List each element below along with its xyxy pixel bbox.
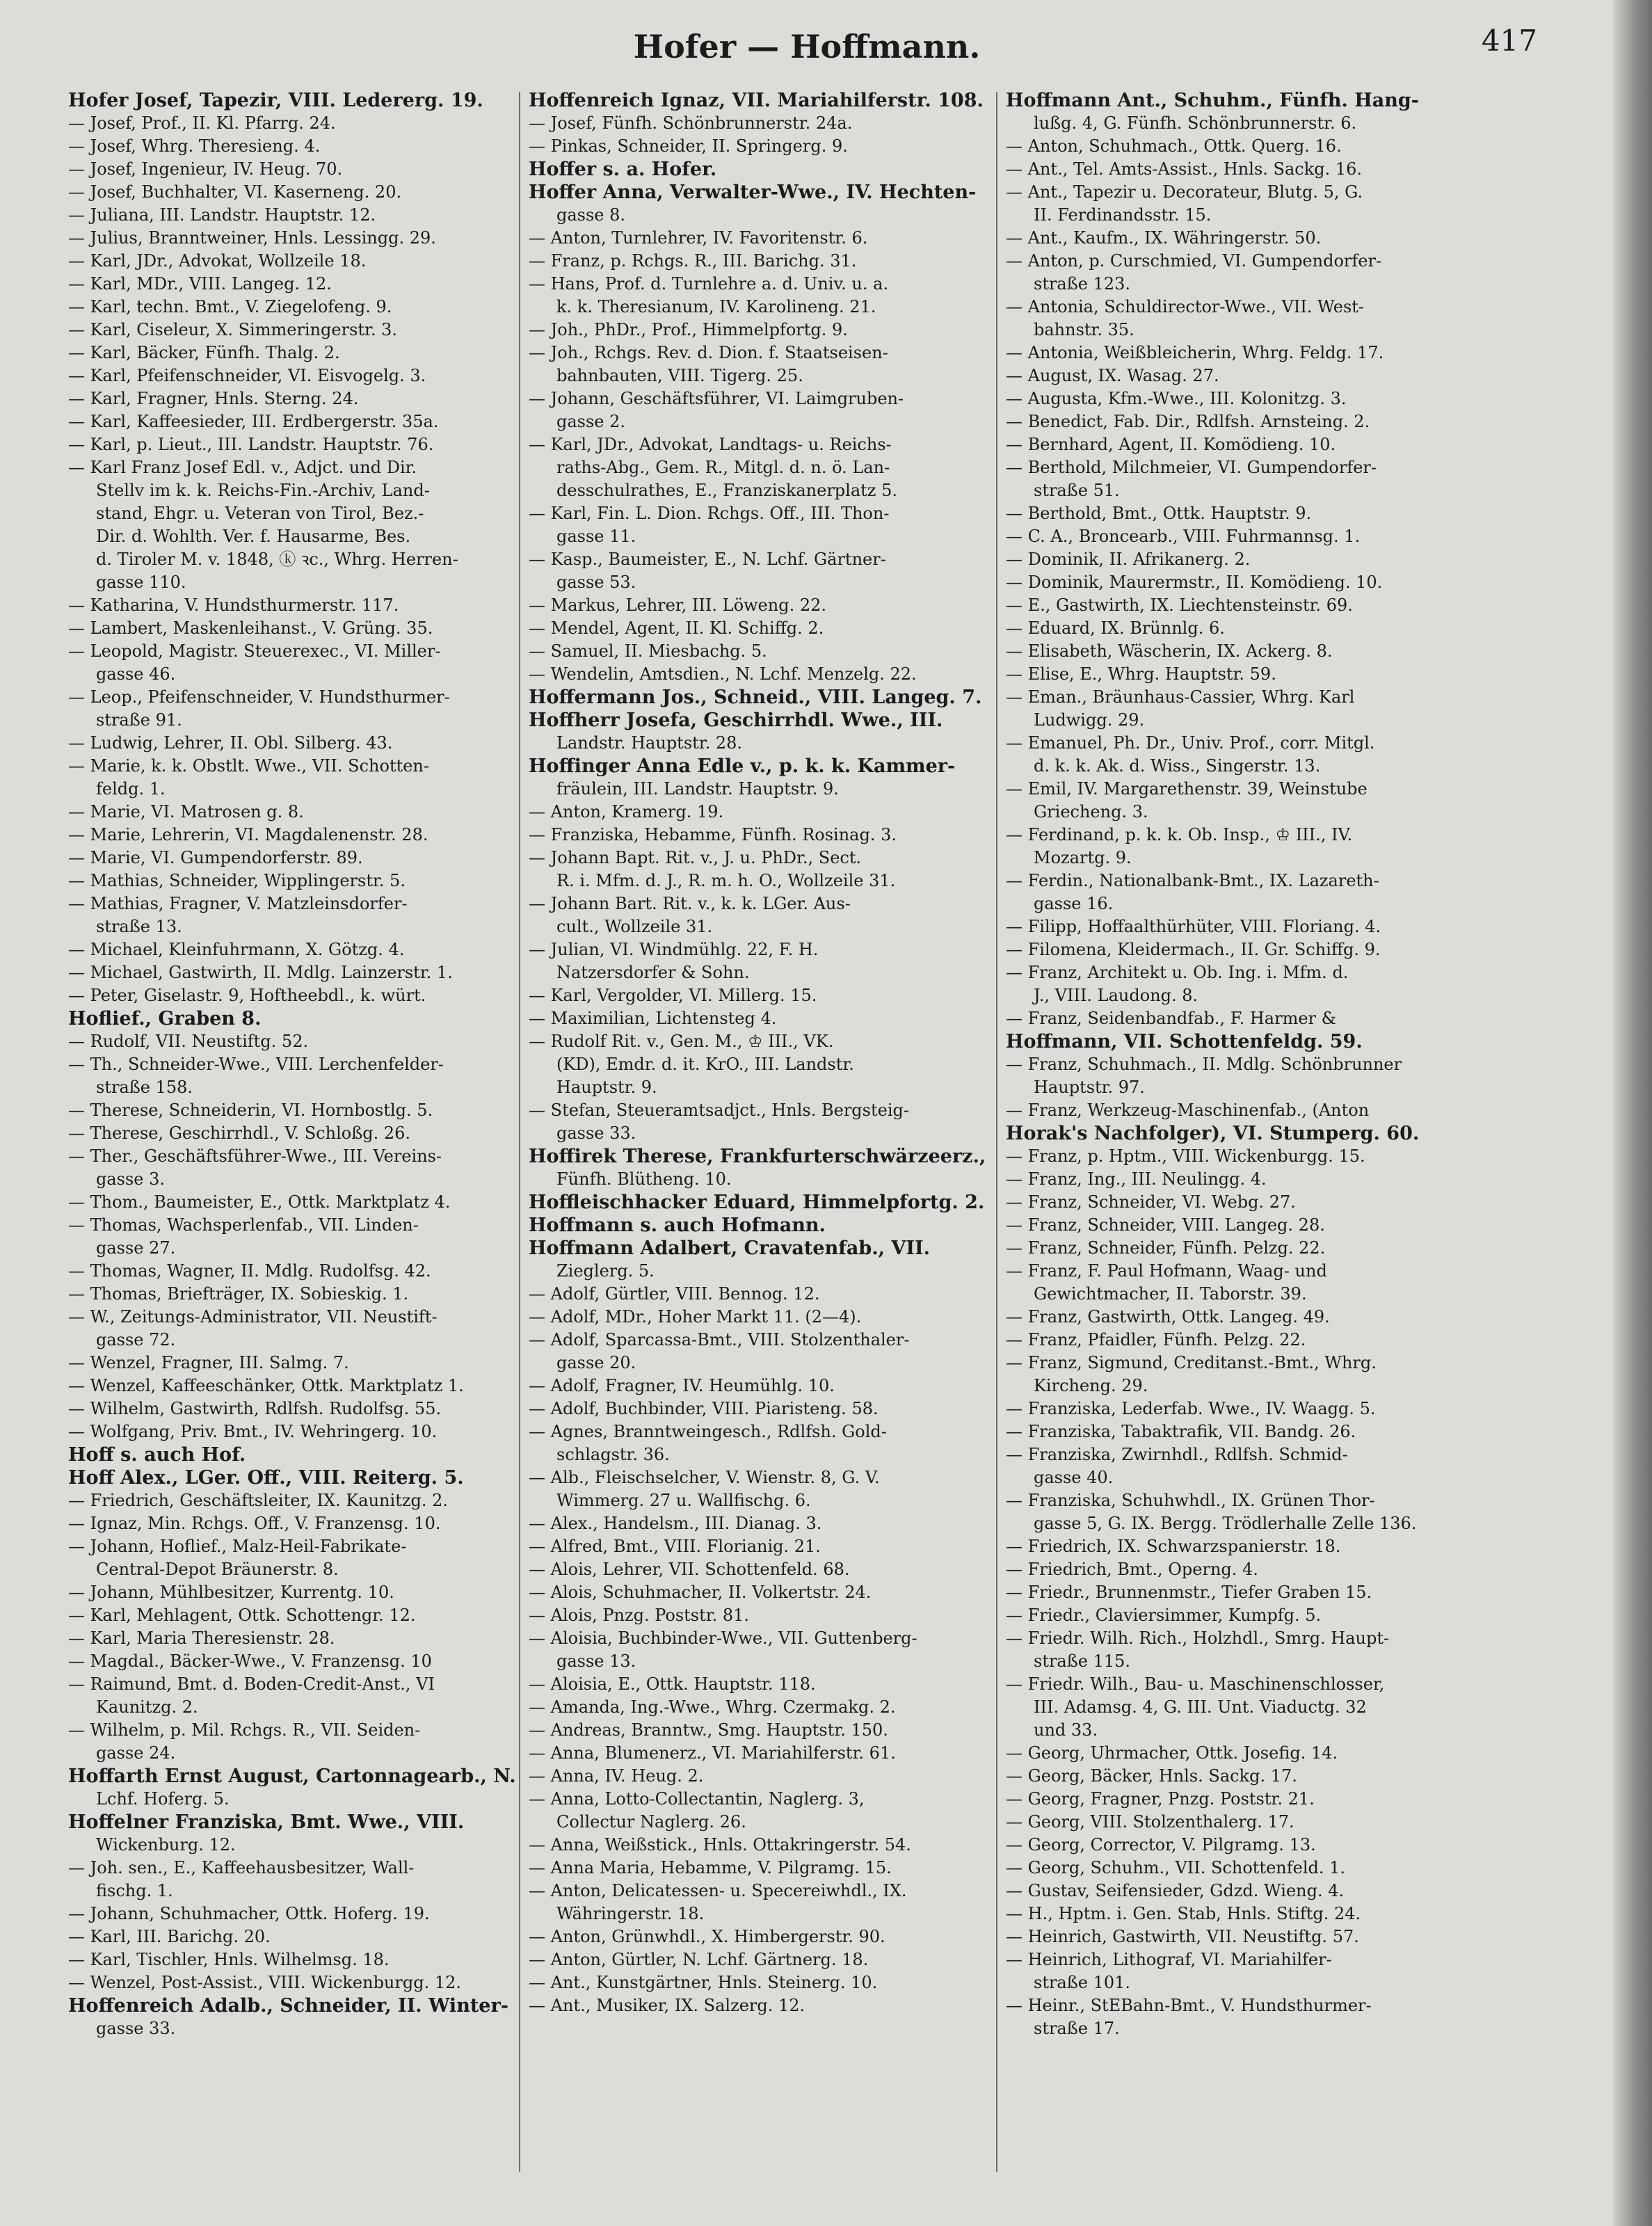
directory-entry-line: — Franz, p. Rchgs. R., III. Barichg. 31.	[529, 251, 857, 271]
directory-entry-line: — Johann, Schuhmacher, Ottk. Hoferg. 19.	[68, 1904, 430, 1923]
directory-entry-line: — Heinr., StEBahn-Bmt., V. Hundsthurmer-	[1006, 1996, 1372, 2015]
directory-entry-line: — Franz, Gastwirth, Ottk. Langeg. 49.	[1006, 1307, 1330, 1327]
directory-entry-line: — Josef, Fünfh. Schönbrunnerstr. 24a.	[529, 113, 853, 133]
directory-entry-line: lußg. 4, G. Fünfh. Schönbrunnerstr. 6.	[1034, 113, 1357, 133]
directory-entry-line: — Karl, techn. Bmt., V. Ziegelofeng. 9.	[68, 297, 392, 317]
directory-entry-line: Hoffenreich Adalb., Schneider, II. Winter-	[68, 1995, 508, 2017]
directory-entry-line: — Joh., PhDr., Prof., Himmelpfortg. 9.	[529, 320, 848, 339]
directory-entry-line: Wickenburg. 12.	[96, 1835, 236, 1855]
directory-entry-line: — Josef, Whrg. Theresieng. 4.	[68, 136, 321, 156]
directory-entry-line: raths-Abg., Gem. R., Mitgl. d. n. ö. Lan-	[556, 458, 890, 477]
directory-entry-line: — Anna, Lotto-Collectantin, Naglerg. 3,	[529, 1789, 865, 1809]
directory-entry-line: — Thomas, Wagner, II. Mdlg. Rudolfsg. 42.	[68, 1261, 431, 1281]
directory-entry-line: — Rudolf Rit. v., Gen. M., ♔ III., VK.	[529, 1032, 834, 1051]
directory-entry-line: — Stefan, Steueramtsadjct., Hnls. Bergsteig-	[529, 1100, 909, 1120]
directory-entry-line: — Adolf, Buchbinder, VIII. Piaristeng. 58.	[529, 1399, 879, 1418]
directory-entry-line: fischg. 1.	[96, 1881, 173, 1900]
directory-entry-line: gasse 3.	[96, 1169, 166, 1189]
directory-entry-line: Hoflief., Graben 8.	[68, 1008, 262, 1030]
directory-entry-line: Zieglerg. 5.	[556, 1261, 655, 1281]
directory-entry-line: — Wendelin, Amtsdien., N. Lchf. Menzelg. 22.	[529, 664, 917, 684]
directory-entry-line: — Josef, Ingenieur, IV. Heug. 70.	[68, 159, 343, 179]
directory-entry-line: — Wilhelm, Gastwirth, Rdlfsh. Rudolfsg. 55.	[68, 1399, 442, 1418]
directory-entry-line: — Anton, Kramerg. 19.	[529, 802, 724, 822]
directory-entry-line: — Alb., Fleischselcher, V. Wienstr. 8, G. V.	[529, 1468, 880, 1487]
directory-entry-line: Dir. d. Wohlth. Ver. f. Hausarme, Bes.	[96, 527, 411, 546]
directory-entry-line: Hauptstr. 97.	[1034, 1078, 1145, 1097]
directory-entry-line: — Juliana, III. Landstr. Hauptstr. 12.	[68, 205, 376, 225]
directory-entry-line: — Franz, Pfaidler, Fünfh. Pelzg. 22.	[1006, 1330, 1306, 1350]
directory-entry-line: — Johann, Mühlbesitzer, Kurrentg. 10.	[68, 1583, 394, 1602]
directory-entry-line: — Karl, p. Lieut., III. Landstr. Hauptstr. 76.	[68, 435, 434, 454]
directory-entry-line: stand, Ehgr. u. Veteran von Tirol, Bez.-	[96, 504, 424, 523]
directory-entry-line: — Thomas, Briefträger, IX. Sobieskig. 1.	[68, 1284, 409, 1304]
directory-entry-line: — August, IX. Wasag. 27.	[1006, 366, 1219, 385]
directory-entry-line: — Johann, Geschäftsführer, VI. Laimgruben-	[529, 389, 904, 408]
directory-entry-line: — Amanda, Ing.-Wwe., Whrg. Czermakg. 2.	[529, 1697, 896, 1717]
directory-entry-line: Hoffelner Franziska, Bmt. Wwe., VIII.	[68, 1811, 465, 1833]
directory-entry-line: Hoffermann Jos., Schneid., VIII. Langeg. 7.	[529, 687, 982, 708]
directory-entry-line: — Johann, Hoflief., Malz-Heil-Fabrikate-	[68, 1537, 407, 1556]
directory-entry-line: straße 17.	[1034, 2019, 1120, 2038]
directory-entry-line: — Bernhard, Agent, II. Komödieng. 10.	[1006, 435, 1336, 454]
directory-entry-line: — Franz, Seidenbandfab., F. Harmer &	[1006, 1009, 1337, 1028]
directory-entry-line: — Anton, p. Curschmied, VI. Gumpendorfer-	[1006, 251, 1382, 271]
directory-entry-line: — Karl, Fin. L. Dion. Rchgs. Off., III. Thon-	[529, 504, 890, 523]
directory-entry-line: — Friedrich, IX. Schwarzspanierstr. 18.	[1006, 1537, 1341, 1556]
directory-entry-line: straße 101.	[1034, 1973, 1131, 1992]
directory-entry-line: — Mendel, Agent, II. Kl. Schiffg. 2.	[529, 618, 824, 638]
directory-entry-line: — Karl, JDr., Advokat, Landtags- u. Reichs-	[529, 435, 892, 454]
directory-entry-line: — Thomas, Wachsperlenfab., VII. Linden-	[68, 1215, 419, 1235]
directory-entry-line: Hoffenreich Ignaz, VII. Mariahilferstr. 108.	[529, 90, 984, 111]
directory-entry-line: gasse 2.	[556, 412, 626, 431]
directory-entry-line: — Hans, Prof. d. Turnlehre a. d. Univ. u. a.	[529, 274, 889, 294]
directory-entry-line: gasse 8.	[556, 205, 626, 225]
directory-entry-line: Griecheng. 3.	[1034, 802, 1148, 822]
directory-entry-line: Hoffer Anna, Verwalter-Wwe., IV. Hechten-	[529, 182, 977, 203]
directory-entry-line: — Heinrich, Lithograf, VI. Mariahilfer-	[1006, 1950, 1332, 1969]
directory-entry-line: — Mathias, Fragner, V. Matzleinsdorfer-	[68, 894, 408, 913]
directory-entry-line: — Karl, Fragner, Hnls. Sterng. 24.	[68, 389, 359, 408]
directory-entry-line: — Kasp., Baumeister, E., N. Lchf. Gärtner-	[529, 550, 886, 569]
directory-entry-line: — Ant., Tel. Amts-Assist., Hnls. Sackg. 16.	[1006, 159, 1363, 179]
directory-entry-line: — Augusta, Kfm.-Wwe., III. Kolonitzg. 3.	[1006, 389, 1347, 408]
page-number: 417	[1481, 24, 1537, 58]
directory-entry-line: — Franz, Schuhmach., II. Mdlg. Schönbrunner	[1006, 1055, 1402, 1074]
directory-entry-line: — Franz, Schneider, VI. Webg. 27.	[1006, 1192, 1296, 1212]
directory-entry-line: — Emanuel, Ph. Dr., Univ. Prof., corr. Mitgl.	[1006, 733, 1375, 753]
directory-entry-line: gasse 72.	[96, 1330, 176, 1350]
directory-entry-line: — Ludwig, Lehrer, II. Obl. Silberg. 43.	[68, 733, 393, 753]
directory-entry-line: — Joh., Rchgs. Rev. d. Dion. f. Staatseisen-	[529, 343, 888, 362]
directory-entry-line: — Alois, Pnzg. Poststr. 81.	[529, 1606, 750, 1625]
directory-entry-line: — Ferdinand, p. k. k. Ob. Insp., ♔ III., IV.	[1006, 825, 1353, 844]
directory-entry-line: — W., Zeitungs-Administrator, VII. Neustift-	[68, 1307, 438, 1327]
directory-entry-line: — Karl, Vergolder, VI. Millerg. 15.	[529, 986, 817, 1005]
directory-entry-line: — Karl, Tischler, Hnls. Wilhelmsg. 18.	[68, 1950, 390, 1969]
directory-entry-line: — Wilhelm, p. Mil. Rchgs. R., VII. Seiden-	[68, 1720, 421, 1740]
directory-entry-line: — Georg, Schuhm., VII. Schottenfeld. 1.	[1006, 1858, 1346, 1877]
directory-column-2	[529, 89, 1016, 2204]
directory-entry-line: — Peter, Giselastr. 9, Hoftheebdl., k. würt.	[68, 986, 426, 1005]
directory-entry-line: — Franziska, Hebamme, Fünfh. Rosinag. 3.	[529, 825, 897, 844]
directory-entry-line: — Marie, VI. Gumpendorferstr. 89.	[68, 848, 363, 867]
directory-entry-line: Kaunitzg. 2.	[96, 1697, 198, 1717]
directory-entry-line: — Adolf, Fragner, IV. Heumühlg. 10.	[529, 1376, 835, 1395]
directory-entry-line: J., VIII. Laudong. 8.	[1034, 986, 1198, 1005]
directory-entry-line: gasse 33.	[556, 1123, 636, 1143]
directory-entry-line: straße 91.	[96, 710, 182, 730]
directory-entry-line: — Leopold, Magistr. Steuerexec., VI. Miller-	[68, 641, 441, 661]
directory-entry-line: — Michael, Gastwirth, II. Mdlg. Lainzerstr. 1.	[68, 963, 453, 982]
directory-entry-line: — Therese, Schneiderin, VI. Hornbostlg. 5.	[68, 1100, 433, 1120]
directory-entry-line: gasse 110.	[96, 572, 186, 592]
directory-entry-line: Mozartg. 9.	[1034, 848, 1132, 867]
directory-entry-line: — Anton, Gürtler, N. Lchf. Gärtnerg. 18.	[529, 1950, 869, 1969]
directory-entry-line: Hoffleischhacker Eduard, Himmelpfortg. 2.	[529, 1192, 985, 1213]
directory-entry-line: — Pinkas, Schneider, II. Springerg. 9.	[529, 136, 848, 156]
directory-entry-line: und 33.	[1034, 1720, 1098, 1740]
directory-entry-line: — Berthold, Bmt., Ottk. Hauptstr. 9.	[1006, 504, 1312, 523]
directory-entry-line: — Alfred, Bmt., VIII. Florianig. 21.	[529, 1537, 821, 1556]
directory-entry-line: Stellv im k. k. Reichs-Fin.-Archiv, Land-	[96, 481, 430, 500]
directory-entry-line: Lchf. Hoferg. 5.	[96, 1789, 230, 1809]
directory-entry-line: — Benedict, Fab. Dir., Rdlfsh. Arnsteing. 2.	[1006, 412, 1370, 431]
directory-entry-line: — Ferdin., Nationalbank-Bmt., IX. Lazareth-	[1006, 871, 1379, 890]
directory-entry-line: — Alois, Schuhmacher, II. Volkertstr. 24.	[529, 1583, 872, 1602]
directory-entry-line: — Karl, Bäcker, Fünfh. Thalg. 2.	[68, 343, 340, 362]
directory-entry-line: fräulein, III. Landstr. Hauptstr. 9.	[556, 779, 839, 799]
directory-entry-line: — Ant., Kaufm., IX. Währingerstr. 50.	[1006, 228, 1322, 248]
directory-entry-line: — Franziska, Zwirnhdl., Rdlfsh. Schmid-	[1006, 1445, 1348, 1464]
directory-entry-line: — Ant., Tapezir u. Decorateur, Blutg. 5, G.	[1006, 182, 1363, 202]
directory-entry-line: III. Adamsg. 4, G. III. Unt. Viaductg. 32	[1034, 1697, 1367, 1717]
directory-entry-line: — Friedr., Claviersimmer, Kumpfg. 5.	[1006, 1606, 1322, 1625]
directory-entry-line: gasse 46.	[96, 664, 176, 684]
directory-entry-line: — E., Gastwirth, IX. Liechtensteinstr. 69.	[1006, 595, 1353, 615]
directory-entry-line: gasse 13.	[556, 1651, 636, 1671]
directory-entry-line: d. k. k. Ak. d. Wiss., Singerstr. 13.	[1034, 756, 1321, 776]
directory-entry-line: — Eman., Bräunhaus-Cassier, Whrg. Karl	[1006, 687, 1355, 707]
directory-entry-line: — Anton, Delicatessen- u. Specereiwhdl., IX.	[529, 1881, 907, 1900]
directory-entry-line: — Gustav, Seifensieder, Gdzd. Wieng. 4.	[1006, 1881, 1345, 1900]
directory-column-1	[68, 89, 555, 2204]
directory-entry-line: desschulrathes, E., Franziskanerplatz 5.	[556, 481, 897, 500]
directory-entry-line: — Joh. sen., E., Kaffeehausbesitzer, Wall-	[68, 1858, 415, 1877]
directory-entry-line: Hoffirek Therese, Frankfurterschwärzeerz.,	[529, 1146, 986, 1167]
directory-entry-line: — Wolfgang, Priv. Bmt., IV. Wehringerg. 10.	[68, 1422, 438, 1441]
directory-entry-line: — Michael, Kleinfuhrmann, X. Götzg. 4.	[68, 940, 405, 959]
directory-entry-line: — Josef, Buchhalter, VI. Kaserneng. 20.	[68, 182, 402, 202]
directory-entry-line: — Elisabeth, Wäscherin, IX. Ackerg. 8.	[1006, 641, 1333, 661]
directory-entry-line: — Wenzel, Post-Assist., VIII. Wickenburgg. 12.	[68, 1973, 462, 1992]
directory-entry-line: — Friedr. Wilh. Rich., Holzhdl., Smrg. Haupt-	[1006, 1628, 1390, 1648]
directory-entry-line: — Karl, JDr., Advokat, Wollzeile 18.	[68, 251, 367, 271]
running-head: Hofer — Hoffmann.	[633, 28, 981, 65]
directory-entry-line: straße 123.	[1034, 274, 1131, 294]
directory-entry-line: — Ignaz, Min. Rchgs. Off., V. Franzensg. 10.	[68, 1514, 441, 1533]
directory-entry-line: — Ant., Musiker, IX. Salzerg. 12.	[529, 1996, 805, 2015]
directory-entry-line: Gewichtmacher, II. Taborstr. 39.	[1034, 1284, 1307, 1304]
directory-entry-line: — Adolf, MDr., Hoher Markt 11. (2—4).	[529, 1307, 862, 1327]
directory-entry-line: Central-Depot Bräunerstr. 8.	[96, 1560, 339, 1579]
directory-entry-line: — Samuel, II. Miesbachg. 5.	[529, 641, 767, 661]
directory-entry-line: — Antonia, Schuldirector-Wwe., VII. West-	[1006, 297, 1365, 317]
directory-entry-line: — Lambert, Maskenleihanst., V. Grüng. 35.	[68, 618, 433, 638]
directory-entry-line: — Franz, Schneider, VIII. Langeg. 28.	[1006, 1215, 1325, 1235]
directory-entry-line: — Josef, Prof., II. Kl. Pfarrg. 24.	[68, 113, 336, 133]
directory-entry-line: — Georg, Uhrmacher, Ottk. Josefig. 14.	[1006, 1743, 1338, 1763]
directory-entry-line: Landstr. Hauptstr. 28.	[556, 733, 743, 753]
directory-entry-line: — Katharina, V. Hundsthurmerstr. 117.	[68, 595, 399, 615]
directory-entry-line: — Magdal., Bäcker-Wwe., V. Franzensg. 10	[68, 1651, 432, 1671]
directory-entry-line: R. i. Mfm. d. J., R. m. h. O., Wollzeile 31.	[556, 871, 896, 890]
directory-entry-line: — Andreas, Branntw., Smg. Hauptstr. 150.	[529, 1720, 888, 1740]
directory-entry-line: — Franziska, Tabaktrafik, VII. Bandg. 26.	[1006, 1422, 1356, 1441]
directory-entry-line: — Karl, Pfeifenschneider, VI. Eisvogelg. 3.	[68, 366, 426, 385]
directory-entry-line: — Aloisia, Buchbinder-Wwe., VII. Guttenberg-	[529, 1628, 917, 1648]
directory-entry-line: — Anna, IV. Heug. 2.	[529, 1766, 704, 1786]
directory-entry-line: — Dominik, II. Afrikanerg. 2.	[1006, 550, 1251, 569]
directory-entry-line: Hoffinger Anna Edle v., p. k. k. Kammer-	[529, 755, 956, 777]
directory-entry-line: — Raimund, Bmt. d. Boden-Credit-Anst., VI	[68, 1674, 435, 1694]
directory-entry-line: straße 13.	[96, 917, 182, 936]
directory-entry-line: — Wenzel, Fragner, III. Salmg. 7.	[68, 1353, 349, 1372]
directory-entry-line: — Georg, VIII. Stolzenthalerg. 17.	[1006, 1812, 1294, 1832]
directory-entry-line: — Georg, Bäcker, Hnls. Sackg. 17.	[1006, 1766, 1297, 1786]
directory-entry-line: Kircheng. 29.	[1034, 1376, 1148, 1395]
directory-entry-line: — Franziska, Lederfab. Wwe., IV. Waagg. 5.	[1006, 1399, 1376, 1418]
directory-entry-line: k. k. Theresianum, IV. Karolineng. 21.	[556, 297, 876, 317]
directory-entry-line: — Karl, Maria Theresienstr. 28.	[68, 1628, 335, 1648]
directory-entry-line: — Karl Franz Josef Edl. v., Adjct. und Dir.	[68, 458, 417, 477]
directory-entry-line: Hoff s. auch Hof.	[68, 1444, 246, 1466]
directory-entry-line: d. Tiroler M. v. 1848, ⓚ ꝛc., Whrg. Herren-	[96, 550, 458, 569]
directory-entry-line: — Thom., Baumeister, E., Ottk. Marktplatz 4.	[68, 1192, 451, 1212]
directory-entry-line: — Franz, Schneider, Fünfh. Pelzg. 22.	[1006, 1238, 1326, 1258]
directory-entry-line: — Marie, Lehrerin, VI. Magdalenenstr. 28.	[68, 825, 428, 844]
directory-entry-line: — Georg, Corrector, V. Pilgramg. 13.	[1006, 1835, 1316, 1855]
directory-entry-line: — Johann Bapt. Rit. v., J. u. PhDr., Sect.	[529, 848, 862, 867]
directory-entry-line: Hoffherr Josefa, Geschirrhdl. Wwe., III.	[529, 710, 943, 731]
directory-entry-line: — Filipp, Hoffaalthürhüter, VIII. Floriang. 4.	[1006, 917, 1381, 936]
directory-entry-line: — Dominik, Maurermstr., II. Komödieng. 10.	[1006, 572, 1383, 592]
directory-entry-line: — Adolf, Sparcassa-Bmt., VIII. Stolzenthaler-	[529, 1330, 910, 1350]
page-header	[42, 24, 1572, 83]
directory-entry-line: — Rudolf, VII. Neustiftg. 52.	[68, 1032, 309, 1051]
directory-entry-line: cult., Wollzeile 31.	[556, 917, 713, 936]
directory-entry-line: — Anna, Weißstick., Hnls. Ottakringerstr. 54.	[529, 1835, 911, 1855]
directory-entry-line: Collectur Naglerg. 26.	[556, 1812, 746, 1832]
directory-entry-line: straße 158.	[96, 1078, 193, 1097]
directory-entry-line: — Wenzel, Kaffeeschänker, Ottk. Marktplatz 1.	[68, 1376, 464, 1395]
directory-entry-line: — Friedr. Wilh., Bau- u. Maschinenschlosser,	[1006, 1674, 1385, 1694]
directory-entry-line: — Ant., Kunstgärtner, Hnls. Steinerg. 10.	[529, 1973, 878, 1992]
directory-entry-line: bahnstr. 35.	[1034, 320, 1134, 339]
directory-entry-line: — Julius, Branntweiner, Hnls. Lessingg. 29.	[68, 228, 436, 248]
directory-entry-line: — Franz, p. Hptm., VIII. Wickenburgg. 15.	[1006, 1146, 1365, 1166]
directory-entry-line: gasse 11.	[556, 527, 636, 546]
directory-entry-line: — Alex., Handelsm., III. Dianag. 3.	[529, 1514, 822, 1533]
directory-entry-line: Hoff Alex., LGer. Off., VIII. Reiterg. 5.	[68, 1467, 464, 1489]
directory-entry-line: — Friedrich, Bmt., Operng. 4.	[1006, 1560, 1258, 1579]
directory-entry-line: — Eduard, IX. Brünnlg. 6.	[1006, 618, 1225, 638]
directory-entry-line: — Emil, IV. Margarethenstr. 39, Weinstube	[1006, 779, 1368, 799]
directory-entry-line: — Leop., Pfeifenschneider, V. Hundsthurmer-	[68, 687, 450, 707]
directory-entry-line: — Th., Schneider-Wwe., VIII. Lerchenfelder-	[68, 1055, 444, 1074]
directory-entry-line: — Franz, Sigmund, Creditanst.-Bmt., Whrg.	[1006, 1353, 1377, 1372]
directory-entry-line: Hoffer s. a. Hofer.	[529, 159, 717, 180]
directory-entry-line: — Marie, k. k. Obstlt. Wwe., VII. Schotten-	[68, 756, 429, 776]
directory-column-3	[1006, 89, 1493, 2204]
directory-entry-line: gasse 16.	[1034, 894, 1114, 913]
directory-entry-line: Hoffmann s. auch Hofmann.	[529, 1215, 826, 1236]
directory-entry-line: schlagstr. 36.	[556, 1445, 670, 1464]
directory-entry-line: (KD), Emdr. d. it. KrO., III. Landstr.	[556, 1055, 854, 1074]
directory-entry-line: — Julian, VI. Windmühlg. 22, F. H.	[529, 940, 819, 959]
directory-entry-line: — Karl, MDr., VIII. Langeg. 12.	[68, 274, 332, 294]
directory-entry-line: Hoffmann Adalbert, Cravatenfab., VII.	[529, 1238, 931, 1259]
directory-entry-line: — Mathias, Schneider, Wipplingerstr. 5.	[68, 871, 406, 890]
directory-entry-line: II. Ferdinandsstr. 15.	[1034, 205, 1212, 225]
directory-entry-line: — Elise, E., Whrg. Hauptstr. 59.	[1006, 664, 1276, 684]
directory-entry-line: bahnbauten, VIII. Tigerg. 25.	[556, 366, 803, 385]
directory-entry-line: gasse 33.	[96, 2019, 176, 2038]
directory-entry-line: — Franz, Werkzeug-Maschinenfab., (Anton	[1006, 1100, 1370, 1120]
directory-entry-line: — Markus, Lehrer, III. Löweng. 22.	[529, 595, 827, 615]
directory-entry-line: gasse 5, G. IX. Bergg. Trödlerhalle Zelle 136.	[1034, 1514, 1417, 1533]
directory-entry-line: Hofer Josef, Tapezir, VIII. Ledererg. 19.	[68, 90, 483, 111]
directory-entry-line: — Berthold, Milchmeier, VI. Gumpendorfer-	[1006, 458, 1377, 477]
directory-entry-line: Hauptstr. 9.	[556, 1078, 657, 1097]
directory-entry-line: Hoffmann Ant., Schuhm., Fünfh. Hang-	[1006, 90, 1419, 111]
directory-entry-line: — Adolf, Gürtler, VIII. Bennog. 12.	[529, 1284, 820, 1304]
directory-entry-line: straße 115.	[1034, 1651, 1131, 1671]
directory-entry-line: — Anna, Blumenerz., VI. Mariahilferstr. 61.	[529, 1743, 896, 1763]
directory-entry-line: — Anton, Schuhmach., Ottk. Querg. 16.	[1006, 136, 1342, 156]
directory-entry-line: — Karl, Ciseleur, X. Simmeringerstr. 3.	[68, 320, 398, 339]
directory-entry-line: — C. A., Broncearb., VIII. Fuhrmannsg. 1.	[1006, 527, 1361, 546]
directory-entry-line: — Friedr., Brunnenmstr., Tiefer Graben 15.	[1006, 1583, 1372, 1602]
directory-entry-line: — Filomena, Kleidermach., II. Gr. Schiffg. 9.	[1006, 940, 1381, 959]
directory-entry-line: Ludwigg. 29.	[1034, 710, 1145, 730]
directory-entry-line: — Aloisia, E., Ottk. Hauptstr. 118.	[529, 1674, 816, 1694]
directory-entry-line: — Karl, Mehlagent, Ottk. Schottengr. 12.	[68, 1606, 416, 1625]
directory-entry-line: straße 51.	[1034, 481, 1120, 500]
directory-entry-line: — Karl, Kaffeesieder, III. Erdbergerstr. 35a.	[68, 412, 439, 431]
directory-entry-line: Fünfh. Blütheng. 10.	[556, 1169, 732, 1189]
directory-entry-line: — Ther., Geschäftsführer-Wwe., III. Vereins-	[68, 1146, 442, 1166]
directory-entry-line: — Alois, Lehrer, VII. Schottenfeld. 68.	[529, 1560, 850, 1579]
book-binding-edge	[1613, 0, 1652, 2226]
directory-entry-line: — Therese, Geschirrhdl., V. Schloßg. 26.	[68, 1123, 411, 1143]
directory-entry-line: feldg. 1.	[96, 779, 166, 799]
directory-entry-line: Horak's Nachfolger), VI. Stumperg. 60.	[1006, 1123, 1420, 1144]
directory-entry-line: gasse 40.	[1034, 1468, 1114, 1487]
directory-entry-line: gasse 27.	[96, 1238, 176, 1258]
directory-entry-line: — Anna Maria, Hebamme, V. Pilgramg. 15.	[529, 1858, 892, 1877]
directory-entry-line: — Karl, III. Barichg. 20.	[68, 1927, 271, 1946]
directory-entry-line: — Antonia, Weißbleicherin, Whrg. Feldg. 17.	[1006, 343, 1384, 362]
directory-entry-line: Natzersdorfer & Sohn.	[556, 963, 750, 982]
directory-entry-line: gasse 20.	[556, 1353, 636, 1372]
directory-entry-line: — Johann Bart. Rit. v., k. k. LGer. Aus-	[529, 894, 851, 913]
directory-entry-line: — Heinrich, Gastwirth, VII. Neustiftg. 57.	[1006, 1927, 1359, 1946]
directory-entry-line: Währingerstr. 18.	[556, 1904, 705, 1923]
directory-entry-line: Hoffmann, VII. Schottenfeldg. 59.	[1006, 1031, 1363, 1052]
directory-entry-line: — Marie, VI. Matrosen g. 8.	[68, 802, 304, 822]
directory-entry-line: — Friedrich, Geschäftsleiter, IX. Kaunitzg. 2.	[68, 1491, 448, 1510]
directory-entry-line: — Franziska, Schuhwhdl., IX. Grünen Thor-	[1006, 1491, 1375, 1510]
directory-entry-line: — Maximilian, Lichtensteg 4.	[529, 1009, 777, 1028]
directory-entry-line: — Franz, Architekt u. Ob. Ing. i. Mfm. d.	[1006, 963, 1349, 982]
directory-entry-line: gasse 24.	[96, 1743, 176, 1763]
directory-entry-line: Wimmerg. 27 u. Wallfischg. 6.	[556, 1491, 811, 1510]
directory-entry-line: Hoffarth Ernst August, Cartonnagearb., N.	[68, 1765, 516, 1787]
directory-entry-line: — H., Hptm. i. Gen. Stab, Hnls. Stiftg. 24.	[1006, 1904, 1361, 1923]
directory-entry-line: gasse 53.	[556, 572, 636, 592]
directory-entry-line: — Anton, Turnlehrer, IV. Favoritenstr. 6.	[529, 228, 868, 248]
directory-entry-line: — Franz, Ing., III. Neulingg. 4.	[1006, 1169, 1267, 1189]
directory-entry-line: — Anton, Grünwhdl., X. Himbergerstr. 90.	[529, 1927, 885, 1946]
directory-entry-line: — Franz, F. Paul Hofmann, Waag- und	[1006, 1261, 1327, 1281]
directory-entry-line: — Agnes, Branntweingesch., Rdlfsh. Gold-	[529, 1422, 887, 1441]
directory-entry-line: — Georg, Fragner, Pnzg. Poststr. 21.	[1006, 1789, 1315, 1809]
